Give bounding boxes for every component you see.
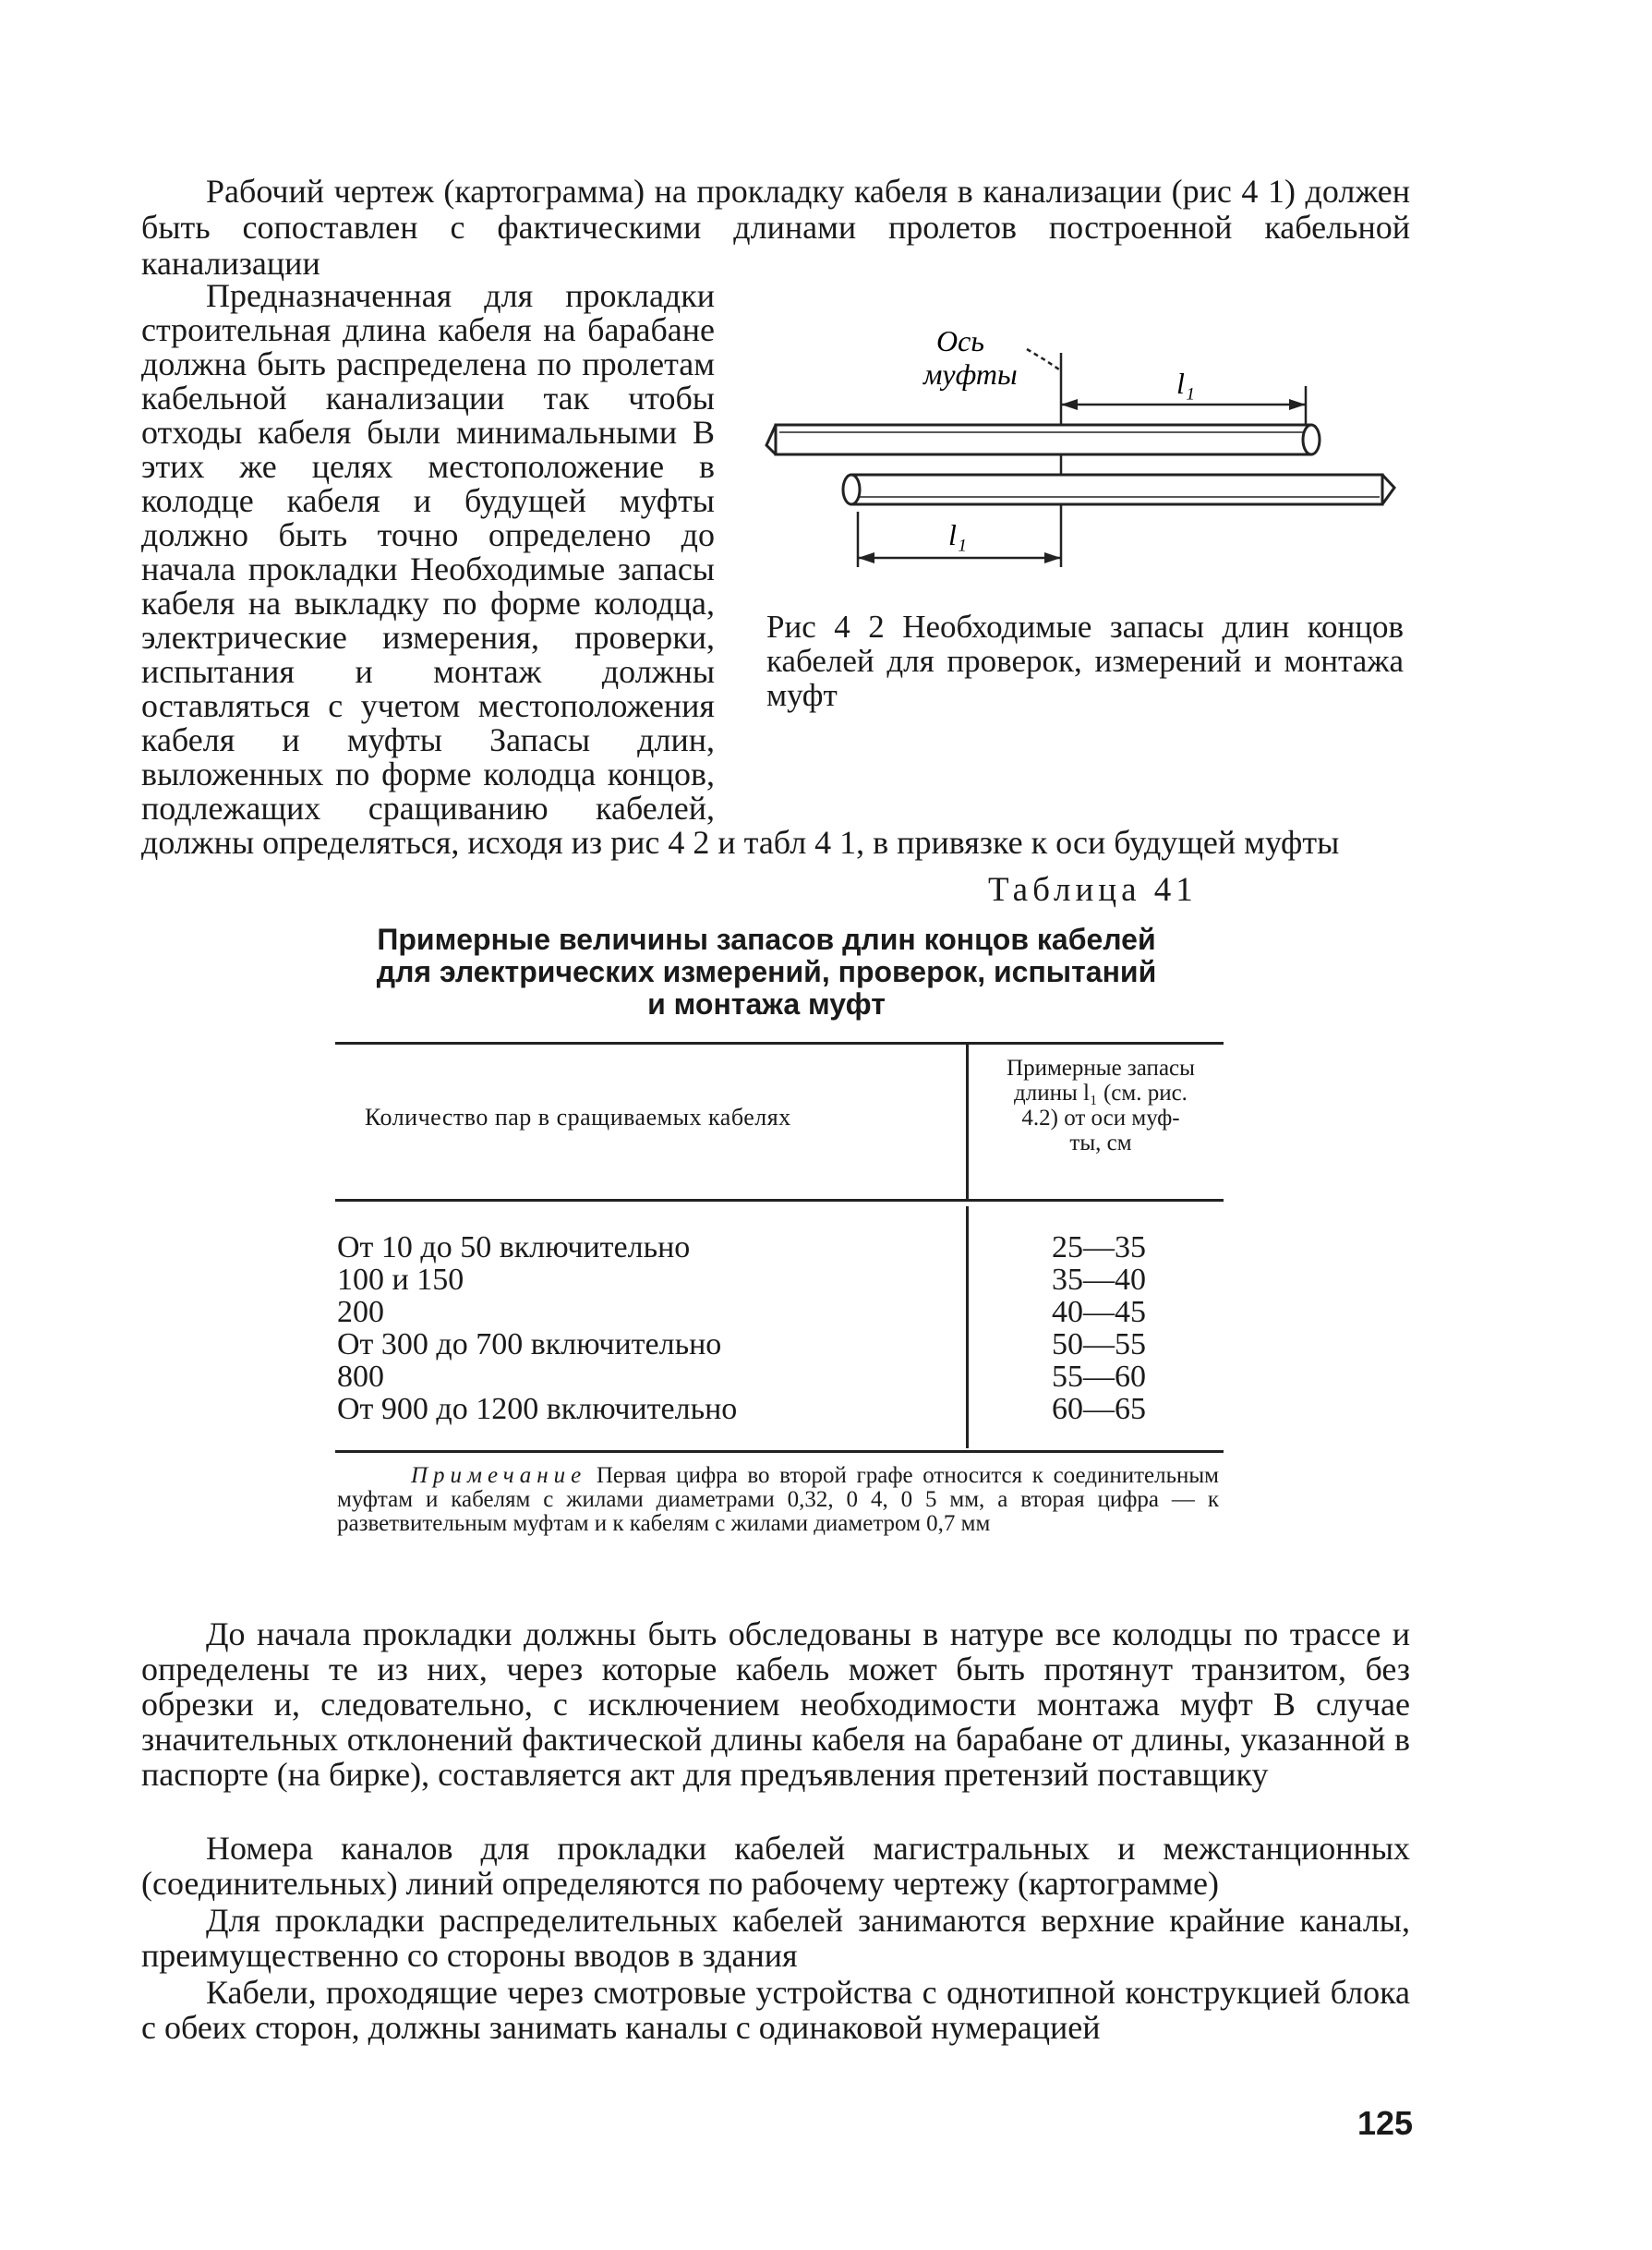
cable-ends-diagram bbox=[759, 316, 1410, 602]
table-column-divider-body bbox=[966, 1206, 969, 1448]
bottom-dim-arrow-left bbox=[858, 552, 874, 563]
table-row-pairs: 800 bbox=[337, 1360, 384, 1394]
column-header-reserve bbox=[967, 1056, 1235, 1155]
column-header-reserve-line1: Примерные запасы bbox=[1007, 1056, 1195, 1081]
column-header-reserve-line2: длины l₁ (см. рис. bbox=[1014, 1081, 1188, 1106]
table-row-pairs: От 900 до 1200 включительно bbox=[337, 1392, 738, 1426]
table-title-line3: и монтажа муфт bbox=[647, 987, 886, 1021]
body-paragraph-4: Номера каналов для прокладки кабелей магистральных и межстанционных (соединительных) линий определяются по рабочему чертежу (картограмме) bbox=[141, 1830, 1410, 1902]
table-row-reserve: 40—45 bbox=[1052, 1295, 1146, 1329]
top-dim-arrow-right bbox=[1289, 399, 1306, 410]
lower-cable-body bbox=[851, 475, 1382, 504]
body-paragraph-6: Кабели, проходящие через смотровые устройства с однотипной конструкцией блока с обеих сторон, должны занимать каналы с одинаковой нумерацией bbox=[141, 1974, 1410, 2046]
bottom-dimension-label: l₁ bbox=[948, 518, 968, 551]
body-paragraph-3: До начала прокладки должны быть обследованы в натуре все колодцы по трассе и определены те из них, через которые кабель может быть протянут транзитом, без обрезки и, следовательно, с исключением необходимости монтажа муфт В случае значительных отклонений фактической длины кабеля на барабане от длины, указанной в паспорте (на бирке), составляется акт для предъявления претензий поставщику bbox=[141, 1615, 1410, 1793]
upper-cable-body bbox=[776, 425, 1311, 454]
table-row-pairs: От 10 до 50 включительно bbox=[337, 1230, 691, 1264]
table-row-reserve: 55—60 bbox=[1052, 1360, 1146, 1394]
table-row-pairs: От 300 до 700 включительно bbox=[337, 1327, 722, 1361]
body-paragraph-5: Для прокладки распределительных кабелей занимаются верхние крайние каналы, преимущественно со стороны вводов в здания bbox=[141, 1902, 1410, 1974]
table-header-rule bbox=[335, 1199, 1224, 1202]
table-row-reserve: 25—35 bbox=[1052, 1230, 1146, 1264]
figure-4-2 bbox=[759, 279, 1410, 805]
bottom-dim-arrow-right bbox=[1044, 552, 1061, 563]
table-bottom-rule bbox=[335, 1450, 1224, 1453]
table-number: Таблица 41 bbox=[988, 871, 1198, 909]
column-header-reserve-line4: ты, см bbox=[1069, 1131, 1132, 1155]
paragraph-with-figure bbox=[141, 279, 1410, 860]
table-note-text: Первая цифра во второй графе относится к соединительным муфтам и кабелям с жилами диаметрами 0,32, 0 4, 0 5 мм, а вторая цифра — к разветвительным муфтам и к кабелям с жилами диаметром 0,7 мм bbox=[337, 1463, 1219, 1536]
axis-leader-line bbox=[1027, 349, 1059, 369]
column-header-pairs: Количество пар в сращиваемых кабелях bbox=[365, 1104, 791, 1131]
figure-caption: Рис 4 2 Необходимые запасы длин концов кабелей для проверок, измерений и монтажа муфт bbox=[766, 609, 1404, 713]
table-note-label: Примечание bbox=[411, 1463, 587, 1488]
table-title bbox=[332, 924, 1200, 1021]
intro-paragraph: Рабочий чертеж (картограмма) на прокладку кабеля в канализации (рис 4 1) должен быть сопоставлен с фактическими длинами пролетов построенной кабельной канализации bbox=[141, 173, 1410, 282]
table-note bbox=[337, 1464, 1219, 1536]
upper-cable-end-cap bbox=[1303, 425, 1320, 454]
table-title-line2: для электрических измерений, проверок, испытаний bbox=[376, 955, 1157, 988]
page-number: 125 bbox=[1357, 2104, 1414, 2142]
table-top-rule bbox=[335, 1042, 1224, 1045]
table-row-pairs: 100 и 150 bbox=[337, 1263, 464, 1297]
top-dim-arrow-left bbox=[1061, 399, 1078, 410]
table-row-reserve: 60—65 bbox=[1052, 1392, 1146, 1426]
table-row-reserve: 35—40 bbox=[1052, 1263, 1146, 1297]
lower-cable-end-cap bbox=[843, 475, 860, 504]
lower-cable-cut-end bbox=[1382, 475, 1394, 504]
table-row-reserve: 50—55 bbox=[1052, 1327, 1146, 1361]
body-paragraph-2: Предназначенная для прокладки строительная длина кабеля на барабане должна быть распределена по пролетам кабельной канализации так чтобы отходы кабеля были минимальными В этих же целях местоположение в колодце кабеля и будущей муфты должно быть точно определено до начала прокладки Необходимые запасы кабеля на выкладку по форме колодца, электрические измерения, проверки, испытания и монтаж должны оставляться с учетом местоположения кабеля и муфты Запасы длин, выложенных по форме колодца концов, подлежащих сращиванию кабелей, должны определяться, исходя из рис 4 2 и табл 4 1, в привязке к оси будущей муфты bbox=[141, 277, 1340, 861]
top-dimension-label: l₁ bbox=[1176, 367, 1196, 400]
axis-label-line2: муфты bbox=[923, 357, 1018, 391]
table-row-pairs: 200 bbox=[337, 1295, 384, 1329]
axis-label-line1: Ось bbox=[936, 324, 984, 357]
table-title-line1: Примерные величины запасов длин концов кабелей bbox=[377, 923, 1156, 956]
column-header-reserve-line3: 4.2) от оси муф- bbox=[1021, 1106, 1180, 1131]
